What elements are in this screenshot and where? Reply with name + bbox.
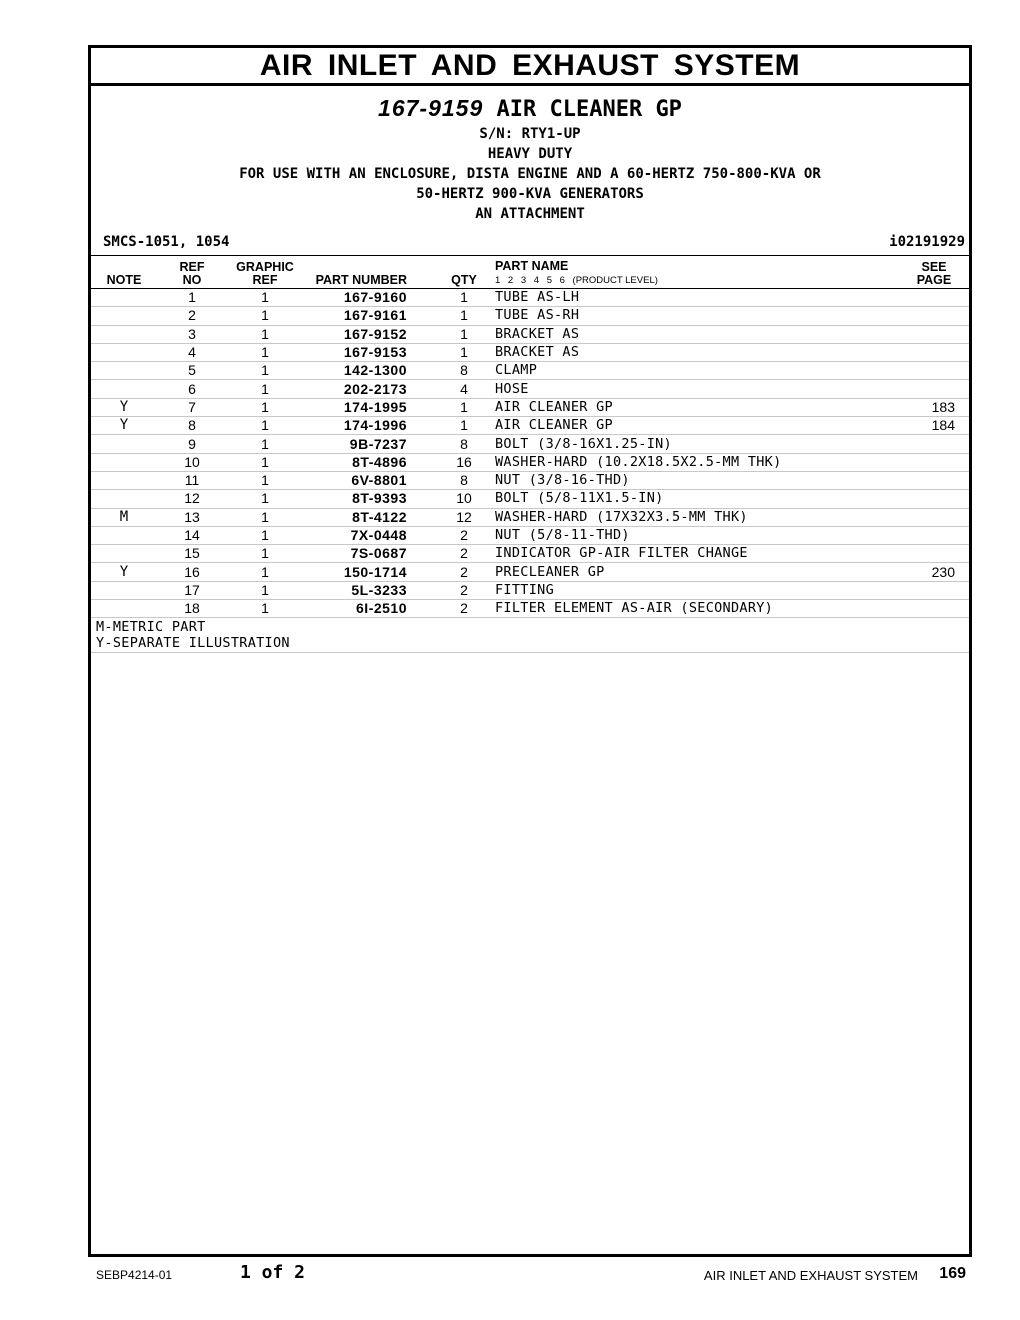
ref-no-cell: 6 <box>157 380 227 398</box>
part-number-cell: 202-2173 <box>303 380 433 398</box>
table-row <box>91 307 969 325</box>
graphic-ref-cell: 1 <box>227 471 303 489</box>
see-page-cell: 183 <box>899 398 969 416</box>
table-row <box>91 380 969 398</box>
ref-no-cell: 13 <box>157 508 227 526</box>
part-name-cell: INDICATOR GP-AIR FILTER CHANGE <box>495 545 899 563</box>
part-name-cell: BOLT (5/8-11X1.5-IN) <box>495 490 899 508</box>
part-number-cell: 7S-0687 <box>303 545 433 563</box>
see-page-cell <box>899 362 969 380</box>
part-name-cell: BRACKET AS <box>495 325 899 343</box>
part-name-cell: NUT (3/8-16-THD) <box>495 471 899 489</box>
table-row <box>91 490 969 508</box>
note-cell <box>91 343 157 361</box>
part-name-cell: PRECLEANER GP <box>495 563 899 581</box>
graphic-ref-cell: 1 <box>227 307 303 325</box>
graphic-ref-cell: 1 <box>227 563 303 581</box>
note-cell <box>91 453 157 471</box>
ref-no-cell: 14 <box>157 526 227 544</box>
table-row <box>91 600 969 618</box>
note-cell <box>91 435 157 453</box>
part-number-cell: 174-1996 <box>303 417 433 435</box>
graphic-ref-cell: 1 <box>227 600 303 618</box>
note-cell <box>91 490 157 508</box>
note-cell: Y <box>91 398 157 416</box>
qty-cell: 10 <box>433 490 495 508</box>
table-row <box>91 545 969 563</box>
part-name-cell: CLAMP <box>495 362 899 380</box>
graphic-ref-cell: 1 <box>227 343 303 361</box>
ref-no-cell: 18 <box>157 600 227 618</box>
table-row <box>91 563 969 581</box>
note-cell: M <box>91 508 157 526</box>
part-number-cell: 174-1995 <box>303 398 433 416</box>
qty-cell: 2 <box>433 526 495 544</box>
note-cell <box>91 545 157 563</box>
part-name-cell: TUBE AS-LH <box>495 289 899 307</box>
ref-no-cell: 12 <box>157 490 227 508</box>
see-page-cell <box>899 581 969 599</box>
see-page-cell <box>899 307 969 325</box>
part-name-cell: AIR CLEANER GP <box>495 417 899 435</box>
part-name-cell: FILTER ELEMENT AS-AIR (SECONDARY) <box>495 600 899 618</box>
part-number-cell: 167-9161 <box>303 307 433 325</box>
table-row <box>91 289 969 307</box>
qty-cell: 8 <box>433 362 495 380</box>
see-page-cell: 184 <box>899 417 969 435</box>
see-page-cell <box>899 508 969 526</box>
part-number-cell: 6V-8801 <box>303 471 433 489</box>
part-number-cell: 8T-4122 <box>303 508 433 526</box>
qty-cell: 2 <box>433 563 495 581</box>
header-ref-no: REF NO <box>157 256 227 289</box>
graphic-ref-cell: 1 <box>227 581 303 599</box>
graphic-ref-cell: 1 <box>227 289 303 307</box>
part-number-cell: 6I-2510 <box>303 600 433 618</box>
ref-no-cell: 5 <box>157 362 227 380</box>
table-row <box>91 398 969 416</box>
graphic-ref-cell: 1 <box>227 490 303 508</box>
part-number-cell: 167-9160 <box>303 289 433 307</box>
table-row <box>91 453 969 471</box>
part-number-cell: 167-9153 <box>303 343 433 361</box>
page-footer <box>96 1262 966 1288</box>
ref-no-cell: 15 <box>157 545 227 563</box>
graphic-ref-cell: 1 <box>227 417 303 435</box>
ref-no-cell: 1 <box>157 289 227 307</box>
note-cell <box>91 581 157 599</box>
parts-table-body <box>91 289 969 618</box>
qty-cell: 1 <box>433 289 495 307</box>
header-qty: QTY <box>433 256 495 289</box>
part-name-cell: NUT (5/8-11-THD) <box>495 526 899 544</box>
ref-no-cell: 4 <box>157 343 227 361</box>
legend-metric: M-METRIC PART <box>96 619 206 636</box>
note-cell <box>91 380 157 398</box>
legend-separate-illustration: Y-SEPARATE ILLUSTRATION <box>96 634 290 651</box>
doc-number: SEBP4214-01 <box>96 1268 173 1282</box>
part-name-cell: TUBE AS-RH <box>495 307 899 325</box>
note-cell <box>91 307 157 325</box>
part-number-cell: 8T-9393 <box>303 490 433 508</box>
qty-cell: 4 <box>433 380 495 398</box>
qty-cell: 1 <box>433 343 495 361</box>
graphic-ref-cell: 1 <box>227 325 303 343</box>
duty-line: HEAVY DUTY <box>487 146 573 162</box>
see-page-cell: 230 <box>899 563 969 581</box>
qty-cell: 2 <box>433 581 495 599</box>
part-name-cell: WASHER-HARD (17X32X3.5-MM THK) <box>495 508 899 526</box>
graphic-ref-cell: 1 <box>227 508 303 526</box>
part-name-cell: AIR CLEANER GP <box>495 398 899 416</box>
ref-no-cell: 2 <box>157 307 227 325</box>
note-cell <box>91 325 157 343</box>
illustration-id: i02191929 <box>889 234 965 250</box>
see-page-cell <box>899 343 969 361</box>
group-name: AIR CLEANER GP <box>496 97 682 122</box>
see-page-cell <box>899 435 969 453</box>
qty-cell: 1 <box>433 307 495 325</box>
table-row <box>91 471 969 489</box>
usage-line-1: FOR USE WITH AN ENCLOSURE, DISTA ENGINE AND A 60-HERTZ 750-800-KVA OR <box>239 166 821 182</box>
part-name-cell: FITTING <box>495 581 899 599</box>
header-note: NOTE <box>91 256 157 289</box>
legend <box>91 618 969 653</box>
part-number-cell: 142-1300 <box>303 362 433 380</box>
table-header-row <box>91 256 969 289</box>
note-cell <box>91 362 157 380</box>
section-title: AIR INLET AND EXHAUST SYSTEM <box>91 48 969 86</box>
qty-cell: 2 <box>433 600 495 618</box>
qty-cell: 8 <box>433 471 495 489</box>
graphic-ref-cell: 1 <box>227 380 303 398</box>
table-row <box>91 362 969 380</box>
see-page-cell <box>899 325 969 343</box>
ref-no-cell: 9 <box>157 435 227 453</box>
see-page-cell <box>899 600 969 618</box>
part-name-cell: WASHER-HARD (10.2X18.5X2.5-MM THK) <box>495 453 899 471</box>
part-number-cell: 167-9152 <box>303 325 433 343</box>
qty-cell: 8 <box>433 435 495 453</box>
footer-section: AIR INLET AND EXHAUST SYSTEM <box>703 1268 918 1283</box>
ref-no-cell: 16 <box>157 563 227 581</box>
see-page-cell <box>899 526 969 544</box>
see-page-cell <box>899 471 969 489</box>
qty-cell: 2 <box>433 545 495 563</box>
ref-no-cell: 7 <box>157 398 227 416</box>
table-row <box>91 508 969 526</box>
see-page-cell <box>899 545 969 563</box>
part-number-cell: 8T-4896 <box>303 453 433 471</box>
note-cell <box>91 289 157 307</box>
graphic-ref-cell: 1 <box>227 435 303 453</box>
qty-cell: 1 <box>433 398 495 416</box>
note-cell: Y <box>91 417 157 435</box>
header-see-page: SEE PAGE <box>899 256 969 289</box>
table-row <box>91 526 969 544</box>
part-number-cell: 7X-0448 <box>303 526 433 544</box>
part-name-cell: HOSE <box>495 380 899 398</box>
header-part-number: PART NUMBER <box>303 256 433 289</box>
note-cell <box>91 526 157 544</box>
part-number-cell: 9B-7237 <box>303 435 433 453</box>
table-row <box>91 343 969 361</box>
part-name-cell: BRACKET AS <box>495 343 899 361</box>
part-name-cell: BOLT (3/8-16X1.25-IN) <box>495 435 899 453</box>
table-row <box>91 435 969 453</box>
graphic-ref-cell: 1 <box>227 453 303 471</box>
ref-no-cell: 3 <box>157 325 227 343</box>
see-page-cell <box>899 289 969 307</box>
part-number-cell: 150-1714 <box>303 563 433 581</box>
part-number-cell: 5L-3233 <box>303 581 433 599</box>
graphic-ref-cell: 1 <box>227 526 303 544</box>
group-title <box>91 94 969 124</box>
qty-cell: 1 <box>433 417 495 435</box>
smcs-row <box>91 232 969 256</box>
header-graphic-ref: GRAPHIC REF <box>227 256 303 289</box>
graphic-ref-cell: 1 <box>227 398 303 416</box>
product-level-scale: 1 2 3 4 5 6 (PRODUCT LEVEL) <box>495 275 658 286</box>
table-row <box>91 581 969 599</box>
usage-line-3: AN ATTACHMENT <box>475 206 585 222</box>
ref-no-cell: 17 <box>157 581 227 599</box>
ref-no-cell: 8 <box>157 417 227 435</box>
qty-cell: 12 <box>433 508 495 526</box>
parts-table <box>91 256 969 618</box>
see-page-cell <box>899 490 969 508</box>
table-row <box>91 325 969 343</box>
header-part-name: PART NAME 1 2 3 4 5 6 (PRODUCT LEVEL) <box>495 256 899 289</box>
usage-line-2: 50-HERTZ 900-KVA GENERATORS <box>416 186 644 202</box>
ref-no-cell: 10 <box>157 453 227 471</box>
note-cell <box>91 600 157 618</box>
serial-range: S/N: RTY1-UP <box>479 126 581 142</box>
table-row <box>91 417 969 435</box>
see-page-cell <box>899 453 969 471</box>
note-cell: Y <box>91 563 157 581</box>
graphic-ref-cell: 1 <box>227 362 303 380</box>
page-of: 1 of 2 <box>240 1262 306 1283</box>
qty-cell: 1 <box>433 325 495 343</box>
page-frame <box>88 45 972 1257</box>
qty-cell: 16 <box>433 453 495 471</box>
page-number: 169 <box>939 1265 966 1282</box>
group-part-number: 167-9159 <box>378 95 484 121</box>
smcs-codes: SMCS-1051, 1054 <box>103 234 230 250</box>
ref-no-cell: 11 <box>157 471 227 489</box>
see-page-cell <box>899 380 969 398</box>
graphic-ref-cell: 1 <box>227 545 303 563</box>
note-cell <box>91 471 157 489</box>
